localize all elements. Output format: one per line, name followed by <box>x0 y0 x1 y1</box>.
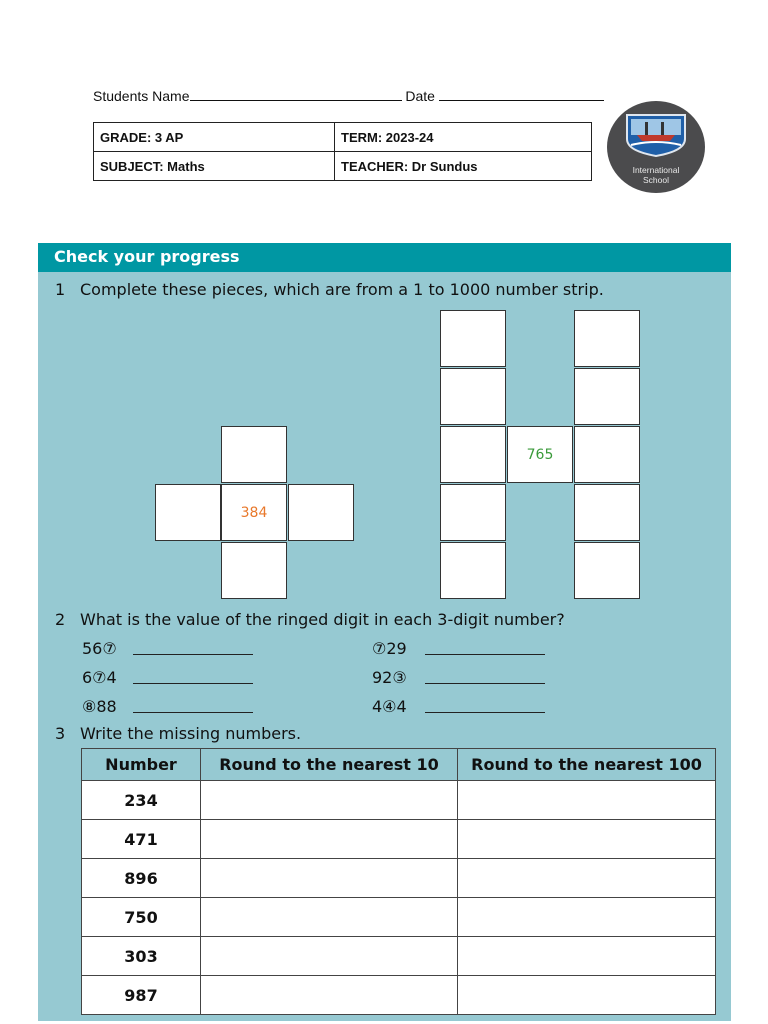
nearest-100-cell[interactable] <box>458 898 716 937</box>
nearest-10-cell[interactable] <box>201 781 458 820</box>
school-logo <box>607 101 705 193</box>
table-row <box>82 976 716 1015</box>
date-blank[interactable] <box>439 88 604 101</box>
q2-item: 4④4 <box>372 697 407 716</box>
nearest-100-cell[interactable] <box>458 859 716 898</box>
col-header-nearest-10: Round to the nearest 10 <box>201 749 458 781</box>
h-left-cell-5[interactable] <box>440 542 506 599</box>
grade-cell: GRADE: 3 AP <box>94 123 335 152</box>
h-right-cell-2[interactable] <box>574 368 640 425</box>
q2-text: What is the value of the ringed digit in each 3-digit number? <box>80 610 565 629</box>
col-header-nearest-100: Round to the nearest 100 <box>458 749 716 781</box>
h-left-cell-4[interactable] <box>440 484 506 541</box>
h-left-cell-3[interactable] <box>440 426 506 483</box>
number-cell: 471 <box>82 820 201 859</box>
nearest-100-cell[interactable] <box>458 820 716 859</box>
subject-cell: SUBJECT: Maths <box>94 152 335 181</box>
nearest-100-cell[interactable] <box>458 937 716 976</box>
table-header-row <box>82 749 716 781</box>
students-name-label: Students Name <box>93 88 190 104</box>
shield-icon <box>625 113 687 157</box>
logo-text-line2: School <box>643 175 669 185</box>
q2-answer-line[interactable] <box>133 654 253 655</box>
section-title: Check your progress <box>54 247 240 266</box>
nearest-100-cell[interactable] <box>458 781 716 820</box>
h-right-cell-3[interactable] <box>574 426 640 483</box>
students-name-row <box>93 88 604 104</box>
cross-cell-left[interactable] <box>155 484 221 541</box>
q2-answer-line[interactable] <box>425 712 545 713</box>
cross-cell-top[interactable] <box>221 426 287 483</box>
q2-number: 2 <box>55 610 66 629</box>
teacher-cell: TEACHER: Dr Sundus <box>335 152 592 181</box>
q1-text: Complete these pieces, which are from a 1 to 1000 number strip. <box>80 280 604 299</box>
q3-text: Write the missing numbers. <box>80 724 302 743</box>
nearest-10-cell[interactable] <box>201 820 458 859</box>
nearest-10-cell[interactable] <box>201 859 458 898</box>
nearest-10-cell[interactable] <box>201 937 458 976</box>
students-name-blank[interactable] <box>190 88 402 101</box>
nearest-10-cell[interactable] <box>201 898 458 937</box>
col-header-number: Number <box>82 749 201 781</box>
h-left-cell-2[interactable] <box>440 368 506 425</box>
cross-cell-right[interactable] <box>288 484 354 541</box>
h-right-cell-4[interactable] <box>574 484 640 541</box>
q3-number: 3 <box>55 724 66 743</box>
cross-cell-bottom[interactable] <box>221 542 287 599</box>
number-cell: 234 <box>82 781 201 820</box>
logo-text-line1: International <box>632 165 680 175</box>
q2-answer-line[interactable] <box>133 712 253 713</box>
term-cell: TERM: 2023-24 <box>335 123 592 152</box>
date-label: Date <box>405 88 435 104</box>
cross-cell-center: 384 <box>221 484 287 541</box>
rounding-table <box>81 748 716 1015</box>
number-cell: 750 <box>82 898 201 937</box>
q1-number: 1 <box>55 280 66 299</box>
nearest-10-cell[interactable] <box>201 976 458 1015</box>
table-row <box>82 898 716 937</box>
number-cell: 896 <box>82 859 201 898</box>
h-middle-cell: 765 <box>507 426 573 483</box>
number-cell: 987 <box>82 976 201 1015</box>
q2-answer-line[interactable] <box>425 654 545 655</box>
q2-item: ⑦29 <box>372 639 407 658</box>
table-row <box>82 937 716 976</box>
h-right-cell-1[interactable] <box>574 310 640 367</box>
q2-item: 92③ <box>372 668 407 687</box>
q2-item: 6⑦4 <box>82 668 117 687</box>
h-right-cell-5[interactable] <box>574 542 640 599</box>
q2-answer-line[interactable] <box>133 683 253 684</box>
number-cell: 303 <box>82 937 201 976</box>
table-row <box>82 820 716 859</box>
nearest-100-cell[interactable] <box>458 976 716 1015</box>
table-row <box>82 859 716 898</box>
info-table <box>93 122 592 181</box>
q2-item: ⑧88 <box>82 697 117 716</box>
h-left-cell-1[interactable] <box>440 310 506 367</box>
table-row <box>82 781 716 820</box>
q2-item: 56⑦ <box>82 639 117 658</box>
q2-answer-line[interactable] <box>425 683 545 684</box>
